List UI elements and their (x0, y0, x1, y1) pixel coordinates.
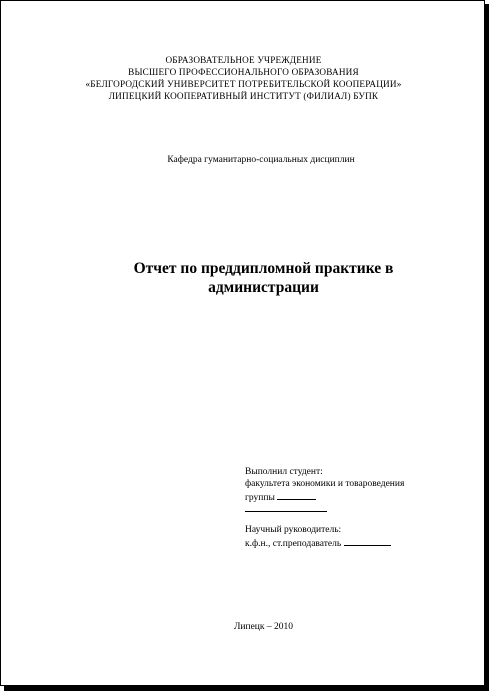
page-shadow-right (485, 4, 489, 691)
page-shadow-bottom (4, 686, 489, 691)
supervisor-label: Научный руководитель: (245, 525, 342, 535)
header-line-4: ЛИПЕЦКИЙ КООПЕРАТИВНЫЙ ИНСТИТУТ (ФИЛИАЛ) БУПК (108, 91, 379, 101)
institution-header (1, 54, 486, 102)
city-year: Липецк – 2010 (233, 622, 294, 632)
supervisor-blank-line (344, 536, 391, 546)
student-label: Выполнил студент: (245, 467, 323, 477)
report-title-line-1: Отчет по преддипломной практике в (133, 260, 394, 277)
student-faculty: факультета экономики и товароведения (245, 479, 405, 489)
header-line-2: ВЫСШЕГО ПРОФЕССИОНАЛЬНОГО ОБРАЗОВАНИЯ (128, 67, 359, 77)
supervisor-position: к.ф.н., ст.преподаватель (245, 539, 342, 549)
student-group-label: группы (245, 493, 275, 503)
header-line-3: «БЕЛГОРОДСКИЙ УНИВЕРСИТЕТ ПОТРЕБИТЕЛЬСКОЙ КООПЕРАЦИИ» (85, 79, 402, 89)
student-name-blank-line (245, 502, 327, 512)
department-name: Кафедра гуманитарно-социальных дисциплин (167, 155, 355, 165)
group-blank-line (277, 490, 316, 500)
author-info-block (245, 466, 404, 548)
header-line-1: ОБРАЗОВАТЕЛЬНОЕ УЧРЕЖДЕНИЕ (165, 55, 322, 65)
student-group-line (245, 490, 404, 502)
report-title (1, 259, 490, 297)
report-title-line-2: администрации (208, 279, 319, 296)
supervisor-position-line (245, 536, 404, 548)
student-name-line (245, 502, 404, 514)
